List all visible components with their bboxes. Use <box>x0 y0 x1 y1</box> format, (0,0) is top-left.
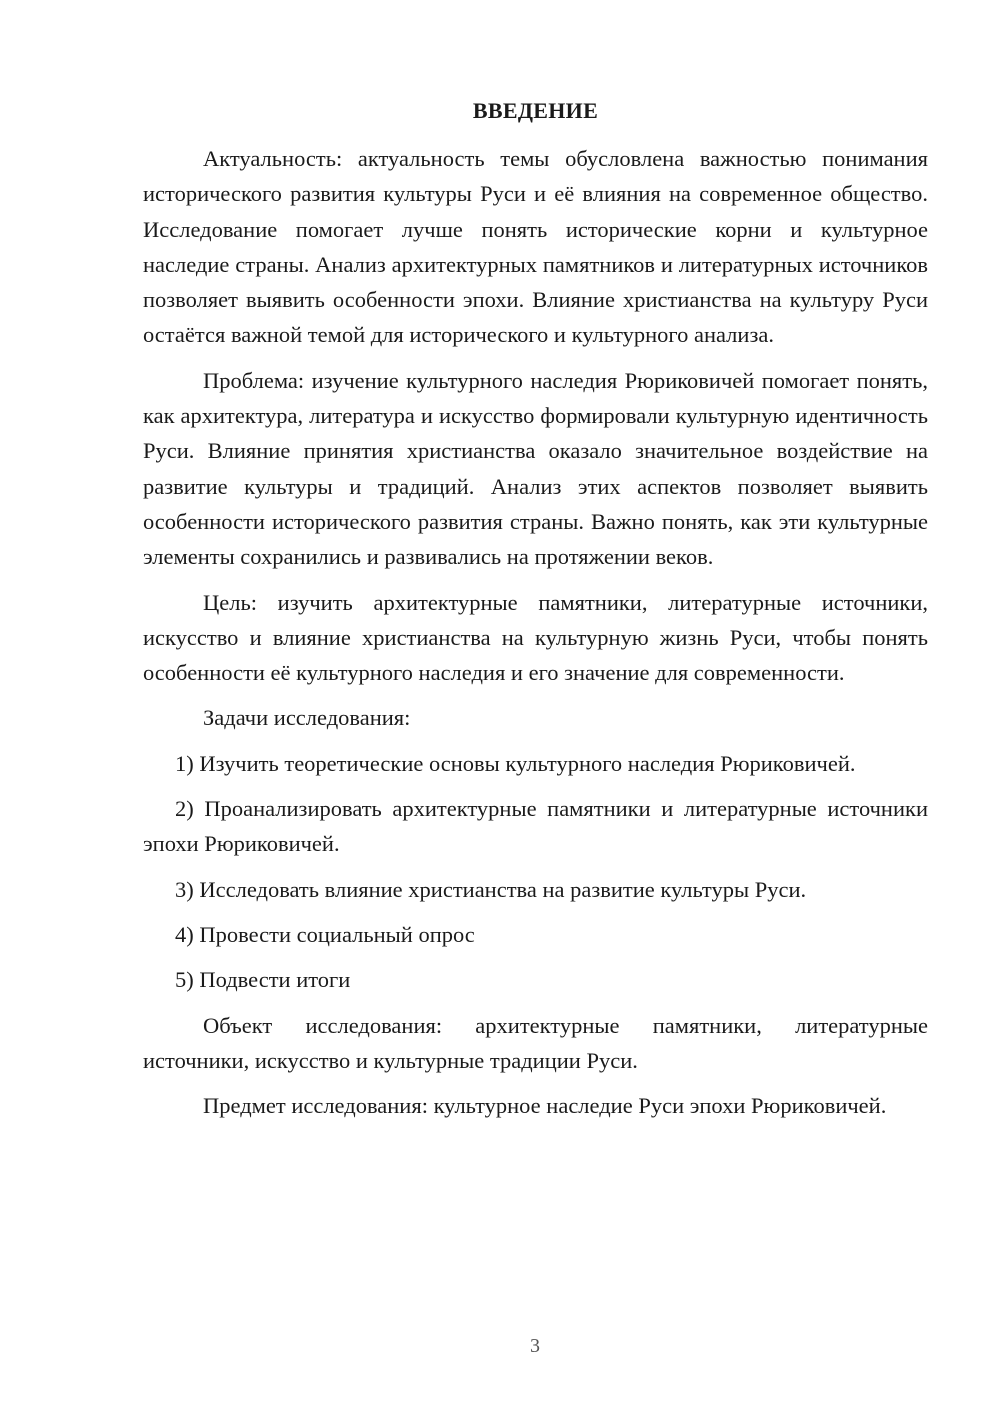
paragraph-object: Объект исследования: архитектурные памятники, литературные источники, искусство и культурные традиции Руси. <box>143 1012 928 1073</box>
section-heading: ВВЕДЕНИЕ <box>472 98 599 123</box>
task-item-1: 1) Изучить теоретические основы культурного наследия Рюриковичей. <box>175 750 856 776</box>
paragraph-problem: Проблема: изучение культурного наследия Рюриковичей помогает понять, как архитектура, литература и искусство формировали культурную идентичность Руси. Влияние принятия христианства оказало значительное воздействие на развитие культуры и традиций. Анализ этих аспектов позволяет выявить особенности исторического развития страны. Важно понять, как эти культурные элементы сохранились и развивались на протяжении веков. <box>143 367 928 570</box>
paragraph-relevance: Актуальность: актуальность темы обусловлена важностью понимания исторического развития культуры Руси и её влияния на современное общество. Исследование помогает лучше понять исторические корни и культурное наследие страны. Анализ архитектурных памятников и литературных источников позволяет выявить особенности эпохи. Влияние христианства на культуру Руси остаётся важной темой для исторического и культурного анализа. <box>143 146 928 348</box>
task-item-5: 5) Подвести итоги <box>175 967 351 993</box>
paragraph-tasks-heading: Задачи исследования: <box>203 705 411 731</box>
paragraph-subject: Предмет исследования: культурное наследие Руси эпохи Рюриковичей. <box>203 1093 887 1119</box>
task-item-4: 4) Провести социальный опрос <box>175 921 475 947</box>
paragraph-goal: Цель: изучить архитектурные памятники, литературные источники, искусство и влияние христианства на культурную жизнь Руси, чтобы понять особенности её культурного наследия и его значение для современности. <box>143 589 928 686</box>
task-item-3: 3) Исследовать влияние христианства на развитие культуры Руси. <box>175 876 807 902</box>
page-number: 3 <box>530 1335 540 1357</box>
document-body <box>143 141 928 1133</box>
task-item-2: 2) Проанализировать архитектурные памятники и литературные источники эпохи Рюриковичей. <box>143 796 928 857</box>
